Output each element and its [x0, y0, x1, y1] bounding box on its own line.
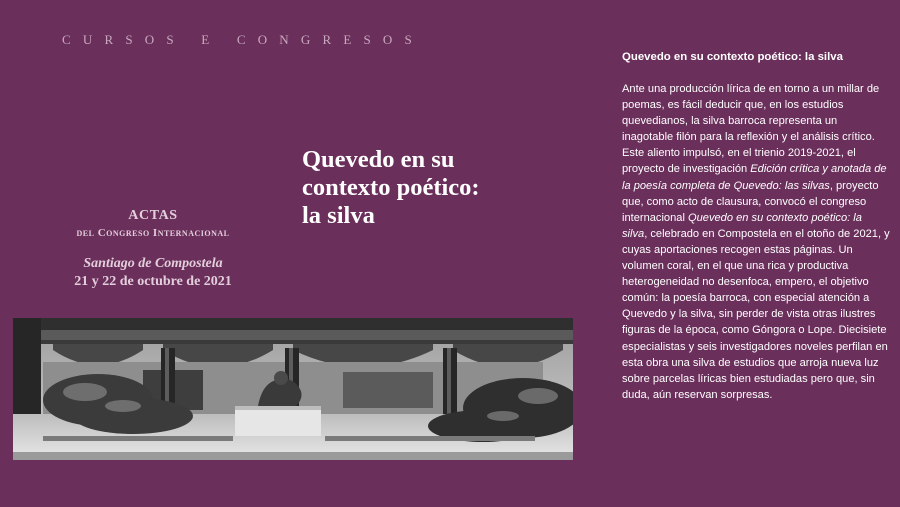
cover-title-line: contexto poético:: [302, 174, 480, 201]
cover-title-line: la silva: [302, 202, 375, 229]
congress-title: Quevedo en su contexto poético: la silva: [622, 211, 862, 240]
blurb-text: , celebrado en Compostela en el otoño de 2021, y cuyas aportaciones recogen estas páginas. Un volumen coral, en el que una rica y productiva heterogeneidad no desenfoca, empero, el objetivo común: la poesía barroca, con especial atención a Quevedo y la silva, sin perder de vista otras ilustres figuras de la época, como Góngora o Lope. Diecisiete especialistas y seis investigadores noveles perfilan en esta obra una silva de estudios que arroja nueva luz sobre parcelas líricas bien estudiadas pero que, sin duda, aún reservan sorpresas.: [622, 227, 890, 401]
series-name: CURSOS E CONGRESOS: [62, 32, 424, 47]
cover-title-line: Quevedo en su: [302, 146, 455, 173]
cloister-photo: [13, 318, 573, 460]
proceedings-block: [24, 207, 282, 291]
cloister-photo-drawing: [13, 318, 573, 460]
blurb-text: , proyecto que, como acto de clausura, convocó el congreso internacional: [622, 179, 879, 224]
project-title: Edición crítica y anotada de la poesía completa de Quevedo: las silvas: [622, 163, 887, 192]
blurb-text: Ante una producción lírica de en torno a un millar de poemas, es fácil deducir que, en los estudios quevedianos, la silva barroca representa un inagotable filón para la reflexión y el análisis crítico. Este aliento impulsó, en el trienio 2019-2021, el proyecto de investigación: [622, 83, 880, 176]
congress-dates: 21 y 22 de octubre de 2021: [74, 274, 232, 289]
congress-place: Santiago de Compostela: [83, 256, 223, 271]
proceedings-label: ACTAS: [128, 208, 178, 223]
back-cover-blurb: [622, 81, 890, 403]
cover-title: [302, 146, 592, 230]
congress-label: del Congreso Internacional: [76, 227, 230, 239]
back-cover-text: [622, 48, 890, 403]
back-cover-heading: Quevedo en su contexto poético: la silva: [622, 51, 843, 63]
